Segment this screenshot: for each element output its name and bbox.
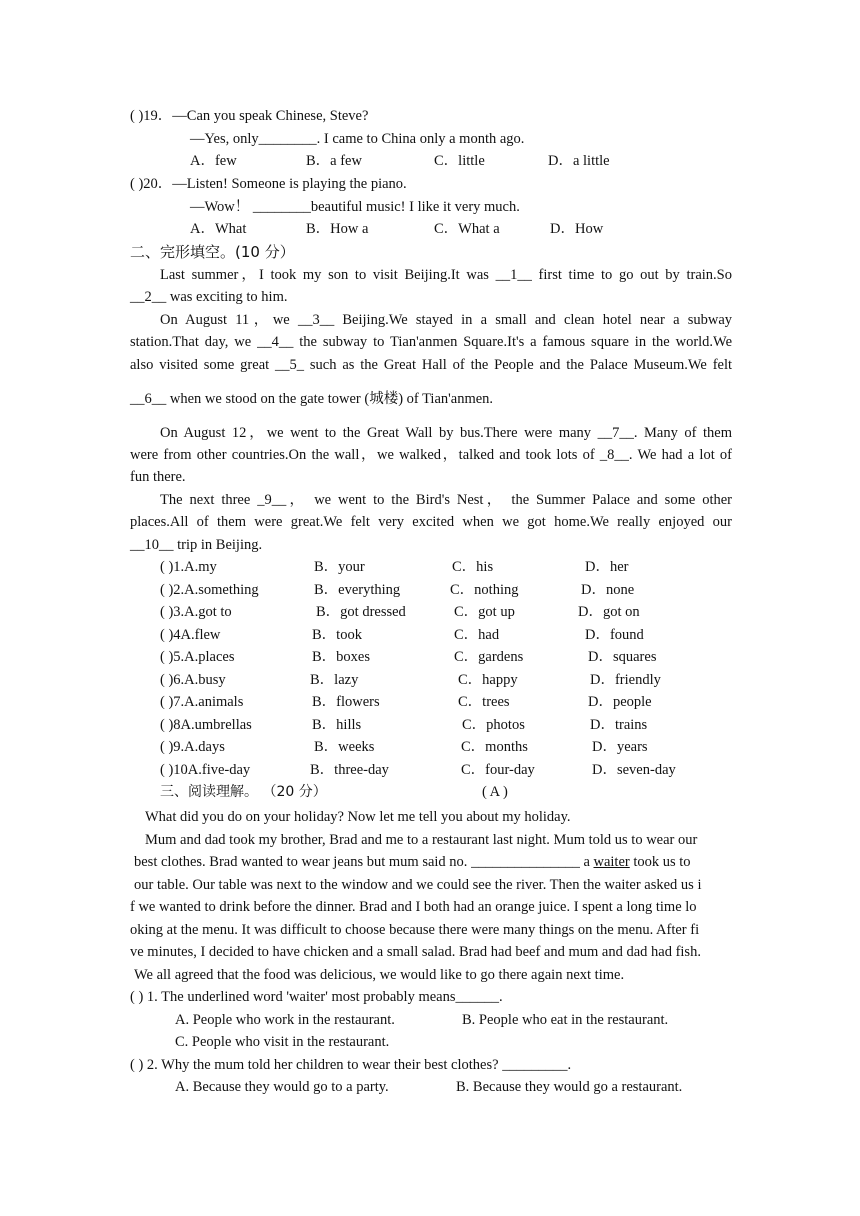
option-c: C．photos: [462, 717, 525, 733]
cloze-paragraph-3-line-3: fun there.: [130, 469, 186, 485]
question-text: —Can you speak Chinese, Steve?: [172, 108, 369, 124]
reading-q2-option-b: B. Because they would go a restaurant.: [456, 1079, 683, 1095]
option-b: B．How a: [306, 221, 369, 237]
option-c: C．his: [452, 559, 494, 575]
option-b: B．took: [312, 627, 362, 643]
cloze-paragraph-2-line-1: On August 11，we __3__ Beijing.We stayed in a small and clean hotel near a subway: [160, 312, 733, 328]
reading-line-6: oking at the menu. It was difficult to choose because there were many things on the menu. After fi: [130, 922, 700, 938]
blank: ________: [258, 131, 317, 147]
option-b: B．everything: [314, 582, 401, 598]
reading-line-8: We all agreed that the food was delicious, we would like to go there again next time.: [134, 967, 625, 983]
question-text: —Listen! Someone is playing the piano.: [172, 176, 407, 192]
option-b: B．hills: [312, 717, 362, 733]
option-d: D．found: [585, 627, 644, 643]
option-d: D．people: [588, 694, 652, 710]
reading-question-2: ( ) 2. Why the mum told her children to wear their best clothes? _________.: [130, 1057, 572, 1073]
reading-q1-option-a: A. People who work in the restaurant.: [175, 1012, 395, 1028]
option-b: B．your: [314, 559, 365, 575]
cloze-item-6: ( )6.A.busy: [160, 672, 226, 688]
question-20-reply: [190, 197, 520, 217]
option-c: C．gardens: [454, 649, 524, 665]
option-b: B．flowers: [312, 694, 380, 710]
cloze-item-1: ( )1.A.my: [160, 559, 217, 575]
option-b: B．three-day: [310, 762, 389, 778]
cloze-item-10: ( )10A.five-day: [160, 762, 251, 778]
option-b: B．weeks: [314, 739, 375, 755]
option-d: D．years: [592, 739, 648, 755]
option-d: D．How: [550, 221, 604, 237]
option-d: D．got on: [578, 604, 640, 620]
option-d: D．her: [585, 559, 629, 575]
option-b: B．got dressed: [316, 604, 406, 620]
reading-section-label: ( A ): [482, 784, 508, 800]
option-d: D．seven-day: [592, 762, 676, 778]
option-d: D．friendly: [590, 672, 661, 688]
blank-1: __1__: [495, 267, 532, 283]
reply-text: —Yes, only: [190, 131, 259, 147]
blank: _______________: [471, 854, 580, 870]
blank-4: __4__: [257, 334, 294, 350]
cloze-paragraph-2-line-3: also visited some great __5_ such as the Great Hall of the People and the Palace Museum.We felt: [130, 357, 733, 373]
reading-q1-option-b: B. People who eat in the restaurant.: [462, 1012, 669, 1028]
reply-text: . I came to China only a month ago.: [316, 131, 525, 147]
option-c: C．trees: [458, 694, 510, 710]
cloze-paragraph-3-line-2: were from other countries.On the wall，we walked，talked and took lots of _8__. We had a lot of: [130, 447, 733, 463]
option-c: C．nothing: [450, 582, 519, 598]
blank-7: __7__: [597, 425, 634, 441]
option-d: D．a little: [548, 153, 610, 169]
cloze-item-3: ( )3.A.got to: [160, 604, 232, 620]
reading-line-7: ve minutes, I decided to have chicken and a small salad. Brad had beef and mum and dad had fish.: [130, 944, 701, 960]
reading-line-5: f we wanted to drink before the dinner. Brad and I both had an orange juice. I spent a long time lo: [130, 899, 697, 915]
option-a: A．What: [190, 221, 247, 237]
option-d: D．squares: [588, 649, 657, 665]
question-19-reply: [190, 129, 524, 149]
reading-line-4: our table. Our table was next to the window and we could see the river. Then the waiter asked us i: [134, 877, 702, 893]
blank-5: __5_: [275, 357, 305, 373]
question-19-stem: [130, 106, 368, 126]
cloze-item-4: ( )4A.flew: [160, 627, 221, 643]
answer-paren: ( )20．: [130, 176, 173, 192]
cloze-item-8: ( )8A.umbrellas: [160, 717, 252, 733]
blank-10: __10__: [130, 537, 174, 553]
cloze-heading: 二、完形填空。(10 分）: [130, 243, 295, 261]
option-c: C．What a: [434, 221, 500, 237]
cloze-paragraph-2-line-2: station.That day, we __4__ the subway to Tian'anmen Square.It's a famous square in the world.We: [130, 334, 733, 350]
cloze-paragraph-4-line-3: __10__ trip in Beijing.: [130, 537, 263, 553]
cloze-paragraph-2-line-4: __6__ when we stood on the gate tower (城楼) of Tian'anmen.: [130, 391, 494, 407]
reading-line-1: What did you do on your holiday? Now let me tell you about my holiday.: [145, 809, 571, 825]
reading-q1-option-c: C. People who visit in the restaurant.: [175, 1034, 390, 1050]
blank-8: _8__: [599, 447, 629, 463]
cloze-item-5: ( )5.A.places: [160, 649, 235, 665]
option-c: C．got up: [454, 604, 515, 620]
cloze-paragraph-1-line-1: Last summer，I took my son to visit Beijing.It was __1__ first time to go out by train.So: [160, 267, 732, 283]
cloze-item-2: ( )2.A.something: [160, 582, 259, 598]
option-a: A．few: [190, 153, 237, 169]
option-b: B．a few: [306, 153, 362, 169]
option-c: C．months: [461, 739, 528, 755]
option-d: D．none: [581, 582, 635, 598]
option-d: D．trains: [590, 717, 648, 733]
cloze-item-9: ( )9.A.days: [160, 739, 225, 755]
reading-question-1: ( ) 1. The underlined word 'waiter' most probably means______.: [130, 989, 503, 1005]
cloze-item-7: ( )7.A.animals: [160, 694, 244, 710]
blank-2: __2__: [130, 289, 167, 305]
blank-9: _9__: [257, 492, 287, 508]
option-c: C．happy: [458, 672, 518, 688]
answer-paren: ( )19．: [130, 108, 173, 124]
blank-3: __3__: [297, 312, 335, 328]
cloze-paragraph-1-line-2: __2__ was exciting to him.: [130, 289, 288, 305]
blank: ________: [252, 199, 311, 215]
reading-q2-option-a: A. Because they would go to a party.: [175, 1079, 389, 1095]
reply-text: —Wow！: [190, 199, 250, 215]
cloze-paragraph-4-line-2: places.All of them were great.We felt very excited when we got home.We really enjoyed our: [130, 514, 732, 530]
option-c: C．little: [434, 153, 485, 169]
underlined-word: waiter: [593, 854, 630, 870]
option-b: B．lazy: [310, 672, 359, 688]
blank-6: __6__: [130, 391, 167, 407]
question-20-stem: [130, 174, 407, 194]
cloze-paragraph-4-line-1: The next three _9__， we went to the Bird's Nest， the Summer Palace and some other: [160, 492, 732, 508]
option-c: C．had: [454, 627, 500, 643]
cloze-paragraph-3-line-1: On August 12，we went to the Great Wall by bus.There were many __7__. Many of them: [160, 425, 732, 441]
reading-line-3: best clothes. Brad wanted to wear jeans but mum said no. _______________ a waiter took us to: [134, 854, 691, 870]
reading-heading: 三、阅读理解。 （20 分）: [160, 784, 327, 800]
reading-line-2: Mum and dad took my brother, Brad and me to a restaurant last night. Mum told us to wear our: [145, 832, 698, 848]
reply-text: beautiful music! I like it very much.: [310, 199, 520, 215]
option-b: B．boxes: [312, 649, 370, 665]
option-c: C．four-day: [461, 762, 535, 778]
